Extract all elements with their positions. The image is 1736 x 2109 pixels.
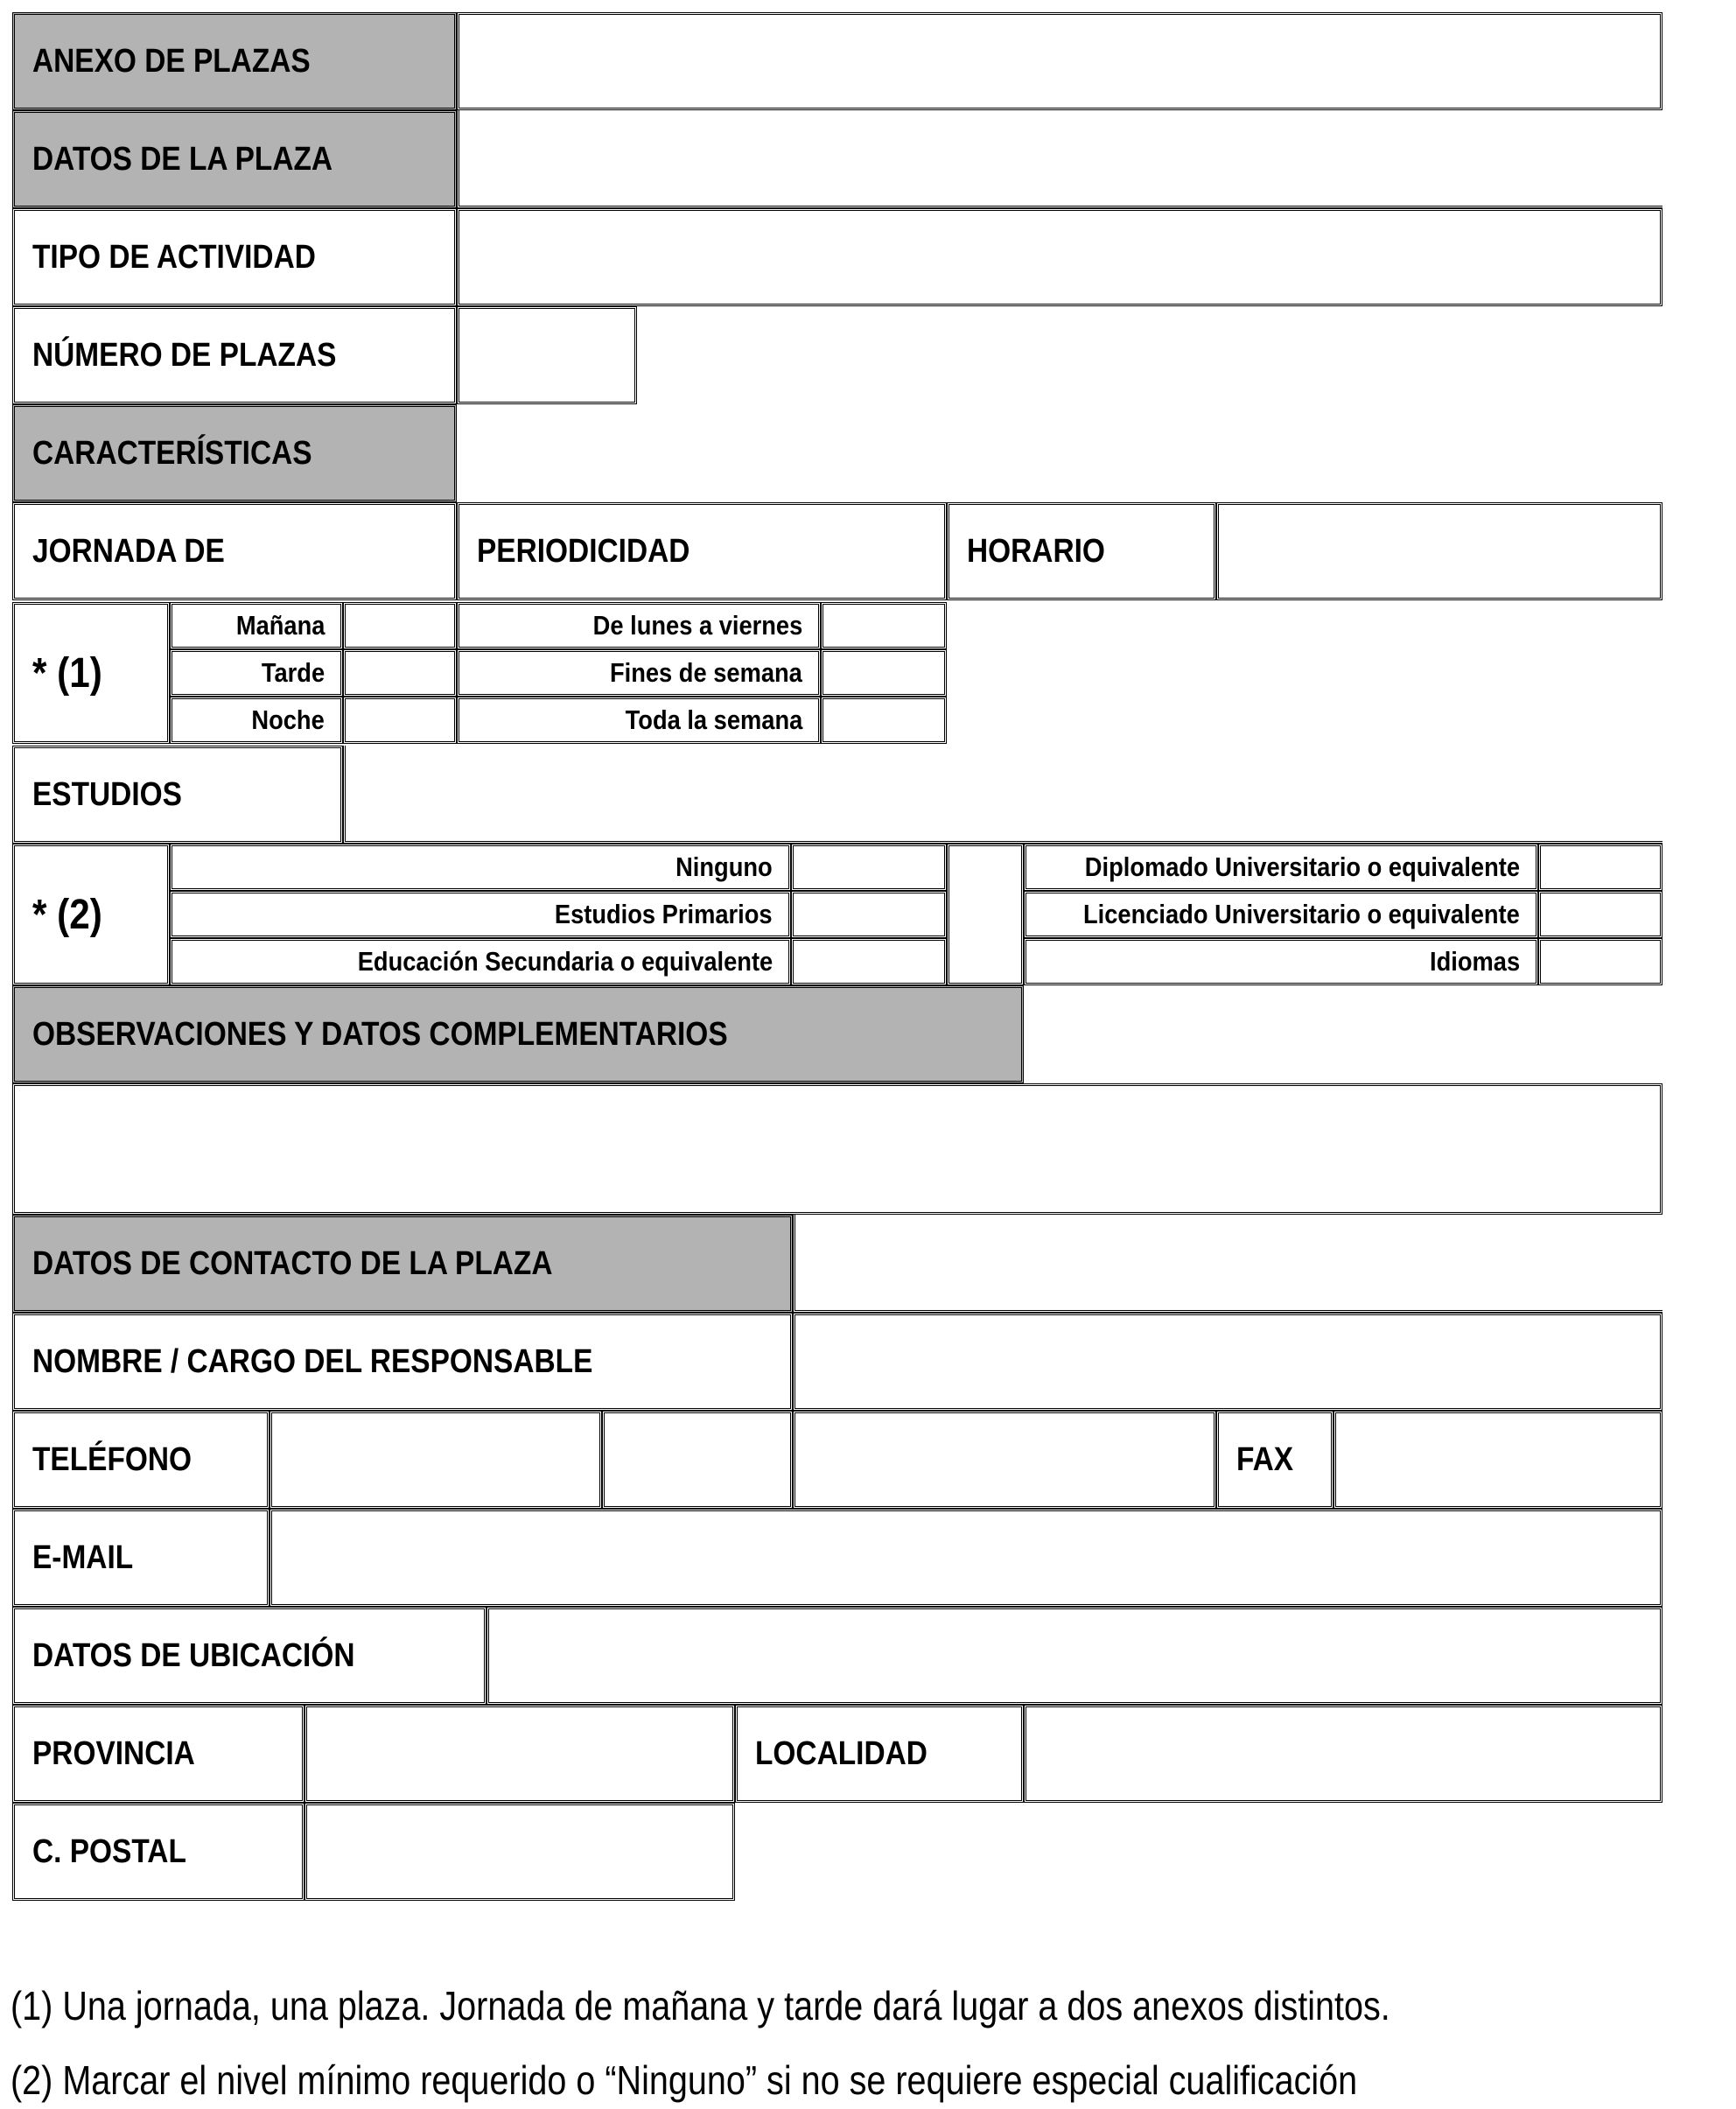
- footnote-2: (2) Marcar el nivel mínimo requerido o “Ninguno” si no se requiere especial cualificación: [10, 2057, 1358, 2103]
- numero-plazas-field[interactable]: [457, 306, 637, 404]
- tipo-actividad-field[interactable]: [457, 208, 1662, 306]
- localidad-label: LOCALIDAD: [735, 1705, 1024, 1803]
- jornada-option-manana: Mañana: [170, 602, 343, 649]
- jornada-tarde-checkbox[interactable]: [343, 649, 457, 697]
- postal-label: C. POSTAL: [12, 1803, 304, 1901]
- estudios-option-ninguno: Ninguno: [170, 844, 791, 891]
- postal-field[interactable]: [304, 1803, 735, 1901]
- telefono-label: TELÉFONO: [12, 1411, 270, 1509]
- fax-field[interactable]: [1334, 1411, 1662, 1509]
- estudios-label: ESTUDIOS: [12, 746, 343, 844]
- estudios-option-idiomas: Idiomas: [1024, 938, 1538, 985]
- contacto-area: [793, 1215, 1662, 1313]
- estudios-option-secundaria: Educación Secundaria o equivalente: [170, 938, 791, 985]
- estudios-option-diplomado: Diplomado Universitario o equivalente: [1024, 844, 1538, 891]
- jornada-noche-checkbox[interactable]: [343, 697, 457, 744]
- responsable-field[interactable]: [793, 1313, 1662, 1411]
- localidad-field[interactable]: [1024, 1705, 1662, 1803]
- estudios-ninguno-checkbox[interactable]: [791, 844, 947, 891]
- footnote-1: (1) Una jornada, una plaza. Jornada de mañana y tarde dará lugar a dos anexos distintos.: [10, 1983, 1390, 2028]
- estudios-primarios-checkbox[interactable]: [791, 891, 947, 938]
- email-field[interactable]: [270, 1509, 1662, 1607]
- estudios-area: [343, 746, 1662, 844]
- telefono-field-3[interactable]: [793, 1411, 1216, 1509]
- jornada-manana-checkbox[interactable]: [343, 602, 457, 649]
- estudios-option-licenciado: Licenciado Universitario o equivalente: [1024, 891, 1538, 938]
- periodicidad-option-lunes-viernes: De lunes a viernes: [457, 602, 821, 649]
- estudios-licenciado-checkbox[interactable]: [1538, 891, 1662, 938]
- estudios-diplomado-checkbox[interactable]: [1538, 844, 1662, 891]
- ubicacion-label: DATOS DE UBICACIÓN: [12, 1607, 486, 1705]
- caracteristicas-label: CARACTERÍSTICAS: [12, 404, 457, 502]
- datos-plaza-area: [457, 110, 1662, 208]
- estudios-option-primarios: Estudios Primarios: [170, 891, 791, 938]
- telefono-field-2[interactable]: [602, 1411, 793, 1509]
- periodicidad-lunes-viernes-checkbox[interactable]: [821, 602, 947, 649]
- telefono-field-1[interactable]: [270, 1411, 602, 1509]
- estudios-idiomas-checkbox[interactable]: [1538, 938, 1662, 985]
- jornada-option-noche: Noche: [170, 697, 343, 744]
- email-label: E-MAIL: [12, 1509, 270, 1607]
- periodicidad-option-fines-semana: Fines de semana: [457, 649, 821, 697]
- ref2-label: * (2): [12, 844, 170, 985]
- jornada-option-tarde: Tarde: [170, 649, 343, 697]
- periodicidad-option-toda-semana: Toda la semana: [457, 697, 821, 744]
- jornada-label: JORNADA DE: [12, 502, 457, 600]
- ubicacion-field[interactable]: [486, 1607, 1662, 1705]
- anexo-field[interactable]: [457, 12, 1662, 110]
- estudios-secundaria-checkbox[interactable]: [791, 938, 947, 985]
- horario-field[interactable]: [1216, 502, 1662, 600]
- provincia-label: PROVINCIA: [12, 1705, 304, 1803]
- periodicidad-toda-semana-checkbox[interactable]: [821, 697, 947, 744]
- responsable-label: NOMBRE / CARGO DEL RESPONSABLE: [12, 1313, 793, 1411]
- tipo-actividad-label: TIPO DE ACTIVIDAD: [12, 208, 457, 306]
- numero-plazas-label: NÚMERO DE PLAZAS: [12, 306, 457, 404]
- contacto-label: DATOS DE CONTACTO DE LA PLAZA: [12, 1215, 793, 1313]
- observaciones-field[interactable]: [12, 1083, 1662, 1215]
- datos-plaza-label: DATOS DE LA PLAZA: [12, 110, 457, 208]
- fax-label: FAX: [1216, 1411, 1334, 1509]
- periodicidad-label: PERIODICIDAD: [457, 502, 947, 600]
- horario-label: HORARIO: [947, 502, 1216, 600]
- provincia-field[interactable]: [304, 1705, 735, 1803]
- observaciones-label: OBSERVACIONES Y DATOS COMPLEMENTARIOS: [12, 985, 1024, 1083]
- estudios-spacer: [947, 844, 1024, 985]
- periodicidad-fines-semana-checkbox[interactable]: [821, 649, 947, 697]
- ref1-label: * (1): [12, 602, 170, 744]
- anexo-label: ANEXO DE PLAZAS: [12, 12, 457, 110]
